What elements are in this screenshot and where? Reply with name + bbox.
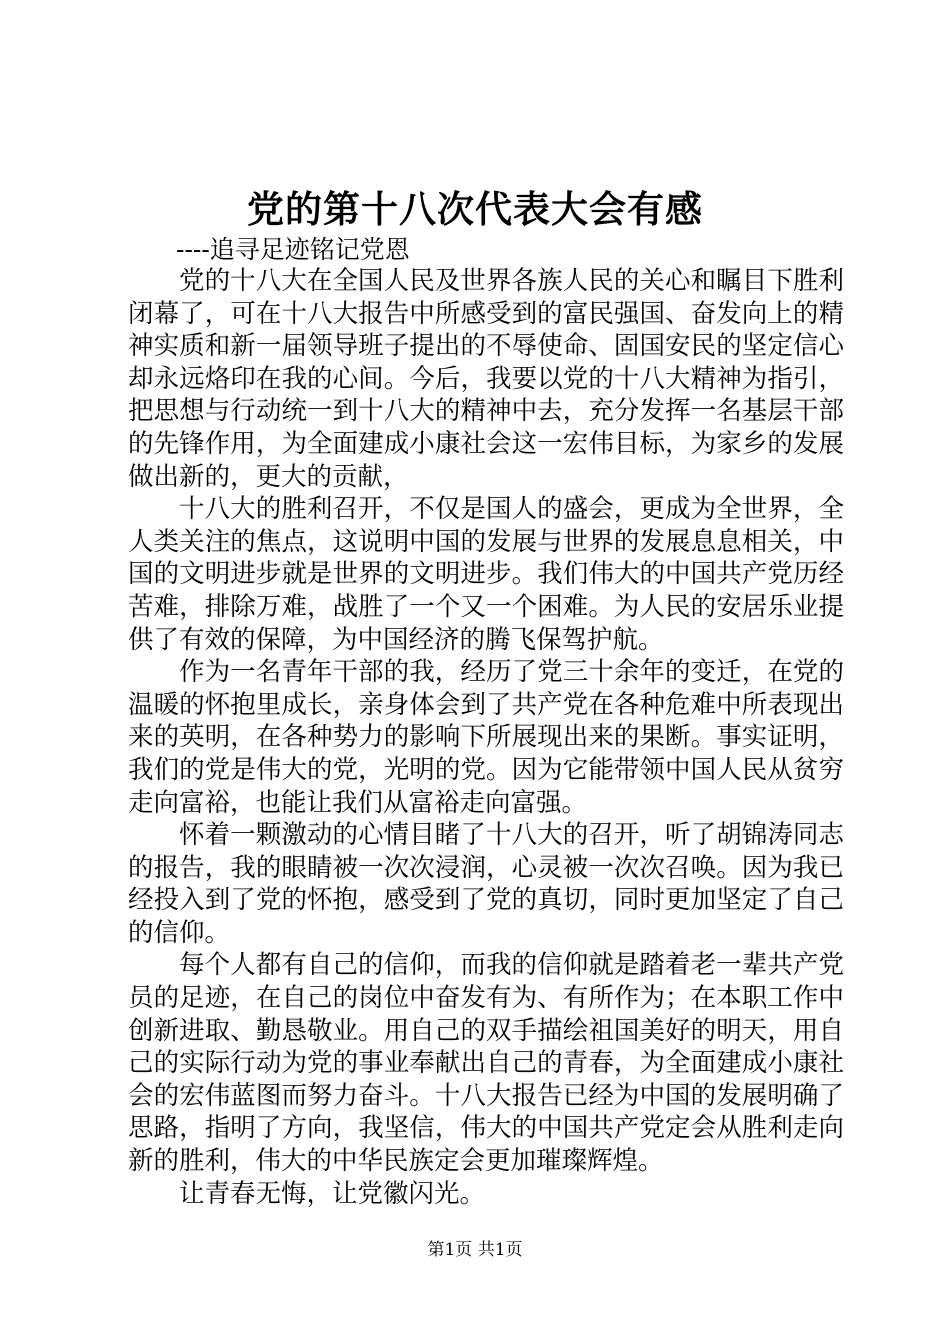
- document-body: [128, 265, 844, 1210]
- paragraph: 每个人都有自己的信仰，而我的信仰就是踏着老一辈共产党员的足迹，在自己的岗位中奋发有为、有所作为；在本职工作中创新进取、勤恳敬业。用自己的双手描绘祖国美好的明天，用自己的实际行动为党的事业奉献出自己的青春，为全面建成小康社会的宏伟蓝图而努力奋斗。十八大报告已经为中国的发展明确了思路，指明了方向，我坚信，伟大的中国共产党定会从胜利走向新的胜利，伟大的中华民族定会更加璀璨辉煌。: [128, 950, 844, 1177]
- paragraph: 让青春无悔，让党徽闪光。: [179, 1178, 486, 1209]
- paragraph: 党的十八大在全国人民及世界各族人民的关心和瞩目下胜利闭幕了，可在十八大报告中所感受到的富民强国、奋发向上的精神实质和新一届领导班子提出的不辱使命、固国安民的坚定信心却永远烙印在我的心间。今后，我要以党的十八大精神为指引，把思想与行动统一到十八大的精神中去，充分发挥一名基层干部的先锋作用，为全面建成小康社会这一宏伟目标，为家乡的发展做出新的，更大的贡献，: [128, 266, 844, 492]
- paragraph: 怀着一颗激动的心情目睹了十八大的召开，听了胡锦涛同志的报告，我的眼睛被一次次浸润，心灵被一次次召唤。因为我已经投入到了党的怀抱，感受到了党的真切，同时更加坚定了自己的信仰。: [128, 820, 844, 948]
- document-title: 党的第十八次代表大会有感: [247, 187, 703, 231]
- paragraph: 作为一名青年干部的我，经历了党三十余年的变迁，在党的温暖的怀抱里成长，亲身体会到了共产党在各种危难中所表现出来的英明，在各种势力的影响下所展现出来的果断。事实证明，我们的党是伟大的党，光明的党。因为它能带领中国人民从贫穷走向富裕，也能让我们从富裕走向富强。: [128, 657, 844, 818]
- page-footer: 第1页 共1页: [427, 1240, 523, 1260]
- paragraph: 十八大的胜利召开，不仅是国人的盛会，更成为全世界，全人类关注的焦点，这说明中国的发展与世界的发展息息相关，中国的文明进步就是世界的文明进步。我们伟大的中国共产党历经苦难，排除万难，战胜了一个又一个困难。为人民的安居乐业提供了有效的保障，为中国经济的腾飞保驾护航。: [128, 494, 844, 655]
- document-subtitle: ----追寻足迹铭记党恩: [176, 235, 410, 264]
